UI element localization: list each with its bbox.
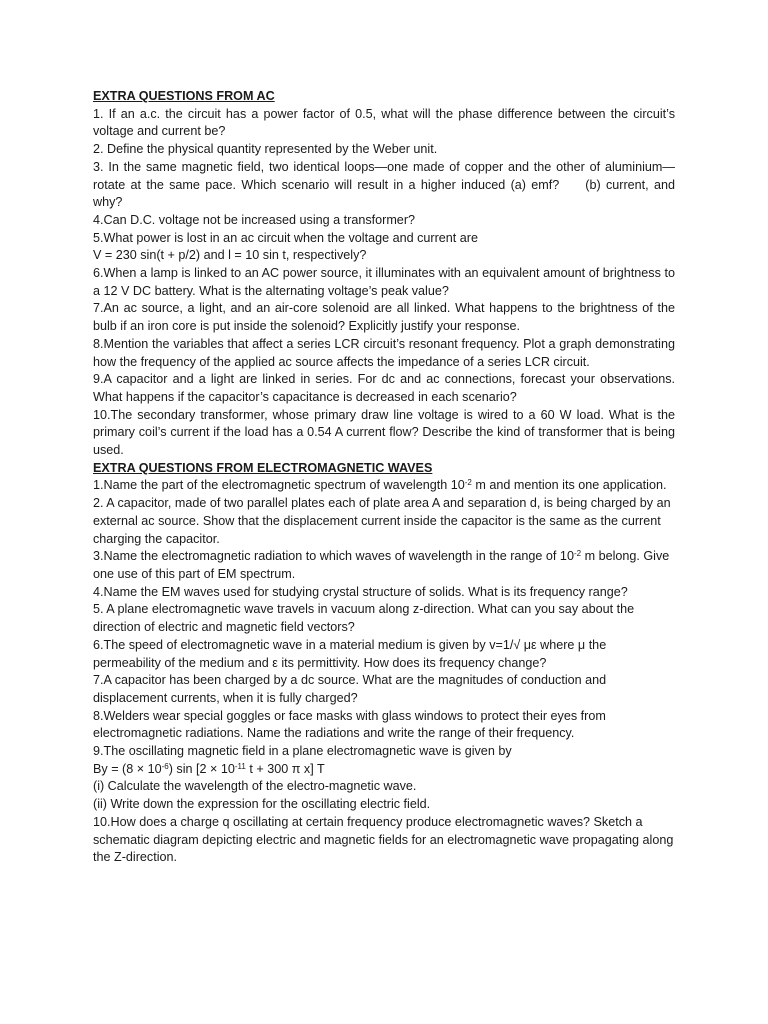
em-question-9-part-i: (i) Calculate the wavelength of the electro-magnetic wave. [93,779,417,794]
em-question-5: 5. A plane electromagnetic wave travels in vacuum along z-direction. What can you say about the direction of electric and magnetic field vectors? [93,602,635,635]
ac-question-4: 4.Can D.C. voltage not be increased using a transformer? [93,212,416,227]
em-question-9-part-ii: (ii) Write down the expression for the oscillating electric field. [93,797,431,812]
em-question-3-text: 3.Name the electromagnetic radiation to which waves of wavelength in the range of 10 [93,549,574,564]
equation-exponent-1: -6 [161,761,169,771]
ac-question-5-line-1: 5.What power is lost in an ac circuit when the voltage and current are [93,230,479,245]
ac-question-6: 6.When a lamp is linked to an AC power source, it illuminates with an equivalent amount of brightness to a 12 V DC battery. What is the alternating voltage’s peak value? [93,266,675,298]
equation-part-2: ) sin [2 × 10 [168,761,235,776]
em-question-1-exponent: -2 [464,478,472,488]
em-question-3 [93,548,675,583]
document-page [93,88,675,867]
ac-question-5-line-2: V = 230 sin(t + p/2) and l = 10 sin t, respectively? [93,248,367,263]
ac-question-10: 10.The secondary transformer, whose primary draw line voltage is wired to a 60 W load. What is the primary coil’s current if the load has a 0.54 A current flow? Describe the kind of transformer that is being used. [93,407,675,458]
em-question-9-equation [93,761,675,779]
ac-question-7: 7.An ac source, a light, and an air-core solenoid are all linked. What happens to the brightness of the bulb if an iron core is put inside the solenoid? Explicitly justify your response. [93,301,675,334]
ac-section-heading: EXTRA QUESTIONS FROM AC [93,89,275,103]
em-question-6: 6.The speed of electromagnetic wave in a material medium is given by v=1/√ με where μ the permeability of the medium and ε its permittivity. How does its frequency change? [93,637,607,670]
em-question-3-exponent: -2 [573,549,582,559]
em-question-8: 8.Welders wear special goggles or face masks with glass windows to protect their eyes from electromagnetic radiations. Name the radiations and write the range of their frequency. [93,708,606,741]
ac-question-3-part-a: 3. In the same magnetic field, two identical loops—one made of copper and the other of aluminium—rotate at the same pace. Which scenario will result in a higher induced (a) emf? [93,159,675,192]
em-question-1-text-end: m and mention its one application. [471,478,667,493]
em-question-3-text-end: m belong. Give one use of this part of EM spectrum. [93,549,670,581]
em-question-7: 7.A capacitor has been charged by a dc source. What are the magnitudes of conduction and displacement currents, when it is fully charged? [93,673,607,705]
em-question-9: 9.The oscillating magnetic field in a plane electromagnetic wave is given by [93,744,512,759]
ac-question-9: 9.A capacitor and a light are linked in series. For dc and ac connections, forecast your observations. What happens if the capacitor’s capacitance is decreased in each scenario? [93,372,675,404]
em-question-1 [93,477,675,495]
ac-question-8: 8.Mention the variables that affect a series LCR circuit’s resonant frequency. Plot a graph demonstrating how the frequency of the applied ac source affects the impedance of a series LCR circuit. [93,336,675,369]
em-section-heading: EXTRA QUESTIONS FROM ELECTROMAGNETIC WAVES [93,460,433,475]
em-question-2: 2. A capacitor, made of two parallel plates each of plate area A and separation d, is being charged by an external ac source. Show that the displacement current inside the capacitor is the same as the current charging the capacitor. [93,496,671,546]
equation-part-3: t + 300 π x] T [245,761,325,776]
em-question-4: 4.Name the EM waves used for studying crystal structure of solids. What is its frequency range? [93,584,628,599]
equation-exponent-2: -11 [234,761,246,771]
ac-question-3-part-b: (b) current, and why? [93,177,675,210]
em-question-1-text: 1.Name the part of the electromagnetic spectrum of wavelength 10 [93,478,465,493]
em-question-10: 10.How does a charge q oscillating at certain frequency produce electromagnetic waves? Sketch a schematic diagram depicting electric and magnetic fields for an electromagnetic wave propagating along the Z-direction. [93,814,674,865]
ac-question-3 [93,159,675,212]
ac-question-1: 1. If an a.c. the circuit has a power factor of 0.5, what will the phase difference between the circuit’s voltage and current be? [93,106,675,139]
ac-question-2: 2. Define the physical quantity represented by the Weber unit. [93,142,438,157]
equation-part-1: By = (8 × 10 [93,761,162,776]
